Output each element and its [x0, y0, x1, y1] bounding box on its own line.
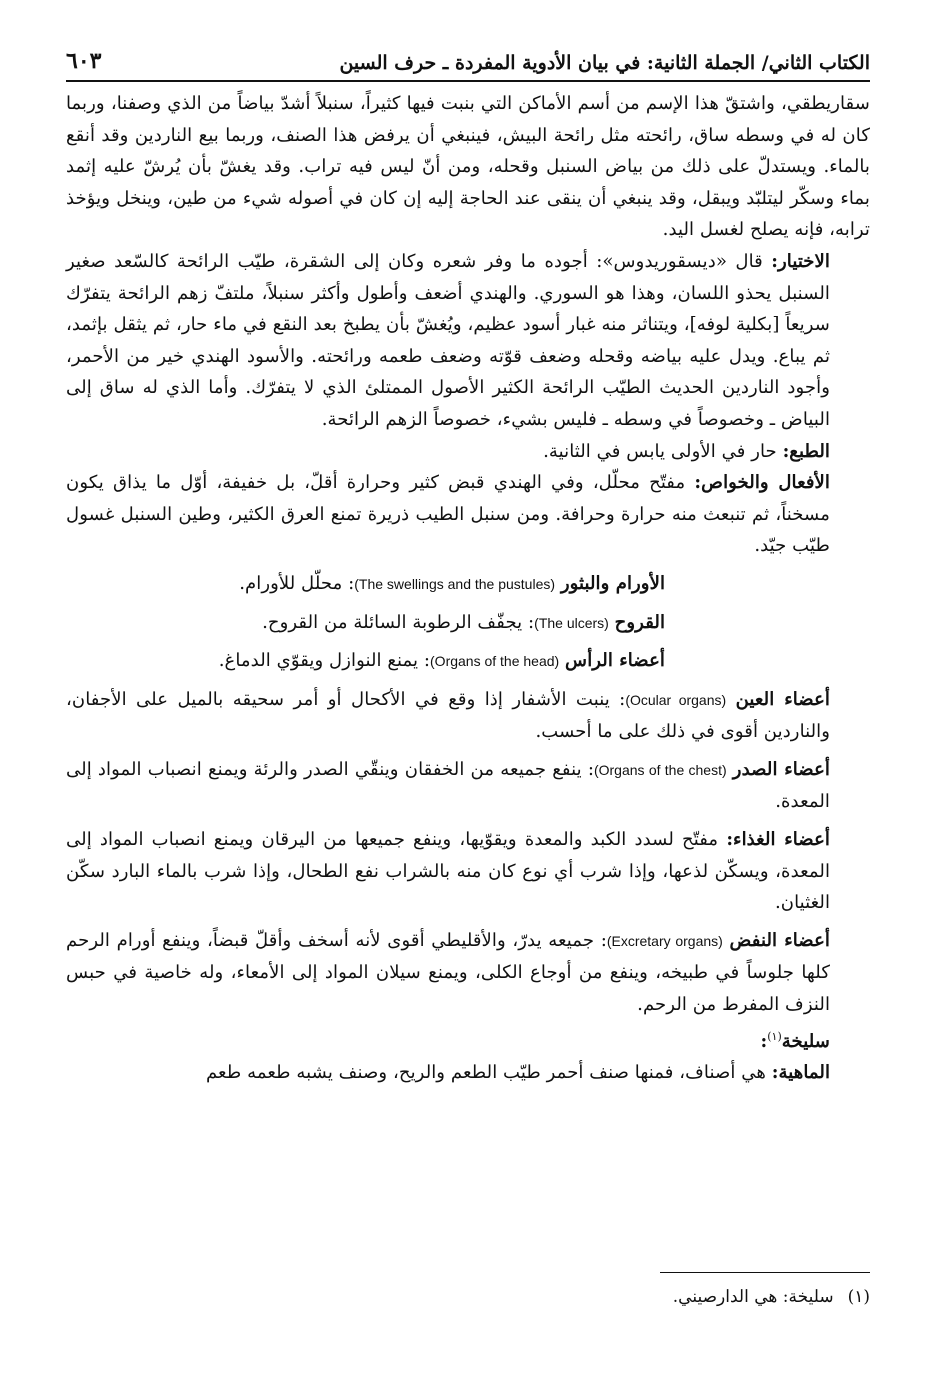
- paragraph-ras: أعضاء الرأس (Organs of the head): يمنع النوازل ويقوّي الدماغ.: [218, 650, 665, 672]
- footnote-ref[interactable]: (١): [767, 1029, 782, 1043]
- term-afaal: الأفعال والخواص:: [694, 472, 830, 494]
- page-number: ٦٠٣: [66, 48, 102, 74]
- running-title: الكتاب الثاني/ الجملة الثانية: في بيان الأدوية المفردة ـ حرف السين: [339, 52, 870, 74]
- footnote-text: سليخة: هي الدارصيني.: [672, 1287, 834, 1307]
- footnote-divider: [660, 1272, 870, 1273]
- paragraph-ikhtiyar: الاختيار: قال «ديسقوريدوس»: أجوده ما وفر شعره وكان إلى الشقرة، طيّب الرائحة كالسّعد صغير السنبل يحذو اللسان، وهذا هو السوري. والهندي أضعف وأطول وأكثر سنبلاً، ملتفّ زهم الرائحة يتفرّك سريعاً [بكلية لوفه]، ويتناثر منه غبار أسود عظيم، ويُغشّ بأن يطبخ بعد النقع في ماء حار، ثم يثقل بإثمد، ثم يباع. ويدل عليه بياضه وقحله وضعف قوّته وضعف طعمه ورائحته. والأسود الهندي خير من الأحمر، وأجود الناردين الحديث الطيّب الرائحة الكثير الأصول الممتلئ الذي لا يتفرّك. وأما الذي له ساق إلى البياض ـ وخصوصاً في وسطه ـ فليس بشيء، خصوصاً الزهم الرائحة.: [66, 250, 830, 430]
- term-ghitha: أعضاء الغذاء:: [726, 829, 830, 851]
- paragraph-nafd: أعضاء النفض (Excretary organs): جميعه يدرّ، والأقليطي أقوى لأنه أسخف وأقلّ قبضاً، وينفع أورام الرحم كلها جلوساً في طبيخه، وينفع من أوجاع الكلى، ويمنع سيلان المواد إلى الأمعاء، وله خاصية في حبس النزف المفرط من الرحم.: [66, 929, 830, 1016]
- term-ikhtiyar: الاختيار:: [771, 250, 830, 272]
- term-ayn: أعضاء العين: [735, 688, 830, 710]
- paragraph-ghitha: أعضاء الغذاء: مفتّح لسدد الكبد والمعدة ويقوّيها، وينفع جميعها من اليرقان ويمنع انصباب المواد إلى المعدة، ويسكّن لذعها، وإذا شرب أي نوع كان منه بالشراب نفع الطحال، وإذا شرب بالماء البارد سكّن الغثيان.: [66, 829, 830, 914]
- english-gloss: (Organs of the chest): [593, 761, 727, 778]
- term-qurouh: القروح: [614, 611, 665, 633]
- paragraph-mahiya: الماهية: هي أصناف، فمنها صنف أحمر طيّب الطعم والريح، وصنف يشبه طعمه طعم: [205, 1062, 830, 1084]
- term-nafd: أعضاء النفض: [729, 929, 830, 951]
- english-gloss: (Ocular organs): [625, 691, 727, 708]
- term-tab: الطبع:: [782, 440, 830, 462]
- paragraph-afaal: الأفعال والخواص: مفتّح محلّل، وفي الهندي قبض كثير وحرارة أقلّ، بل خفيفة، أوّل ما يذاق يكون مسخناً، ثم تنبعث منه حرارة وحرافة. ومن سنبل الطيب ذريرة تمنع العرق الكثير، وطين السنبل غسول طيّب جيّد.: [66, 472, 830, 557]
- paragraph-awram: الأورام والبثور (The swellings and the pustules): محلّل للأورام.: [239, 572, 665, 594]
- paragraph-tab: الطبع: حار في الأولى يابس في الثانية.: [543, 440, 830, 462]
- running-header: [66, 30, 870, 82]
- paragraph-intro: سقاريطقي، واشتقّ هذا الإسم من أسم الأماكن التي بنبت فيها كثيراً، سنبلاً أشدّ بياضاً من الذي وصفنا، وربما كان له في وسطه ساق، رائحته مثل رائحة البيش، فينبغي أن يرفض هذا الصنف، وربما بيع الناردين وقد أنقع بالماء. ويستدلّ على ذلك من بياض السنبل وقحله، ومن أنّ ليس فيه تراب. وقد يغشّ بأن يُرشّ عليه إثمد بماء وسكّر ليتلبّد ويبقل، وقد ينبغي أن ينقى عند الحاجة إليه إن كان في أصوله شيء من طين، وينخل ويؤخذ ترابه، فإنه يصلح لغسل اليد.: [66, 93, 870, 241]
- term-ras: أعضاء الرأس: [565, 650, 665, 672]
- term-salikha: سليخة: [781, 1030, 830, 1052]
- footnote: [66, 1283, 870, 1311]
- paragraph-sadr: أعضاء الصدر (Organs of the chest): ينفع جميعه من الخفقان وينقّي الصدر والرئة ويمنع انصباب المواد إلى المعدة.: [66, 758, 830, 813]
- term-sadr: أعضاء الصدر: [732, 758, 830, 780]
- paragraph-ayn: أعضاء العين (Ocular organs): ينبت الأشفار إذا وقع في الأكحال أو أمر سحيقه بالميل على الأجفان، والناردين أقوى في ذلك على ما أحسب.: [66, 688, 830, 743]
- paragraph-qurouh: القروح (The ulcers): يجفّف الرطوبة السائلة من القروح.: [262, 611, 665, 633]
- english-gloss: (Excretary organs): [606, 932, 723, 949]
- entry-heading-salikha: سليخة$^{(١)}$:: [760, 1029, 830, 1052]
- term-awram: الأورام والبثور: [560, 572, 665, 594]
- english-gloss: (The swellings and the pustules): [354, 575, 556, 592]
- main-text: [66, 88, 870, 1089]
- english-gloss: (The ulcers): [534, 614, 609, 631]
- footnote-number: (١): [847, 1287, 870, 1307]
- english-gloss: (Organs of the head): [430, 653, 560, 670]
- term-mahiya: الماهية:: [771, 1062, 830, 1084]
